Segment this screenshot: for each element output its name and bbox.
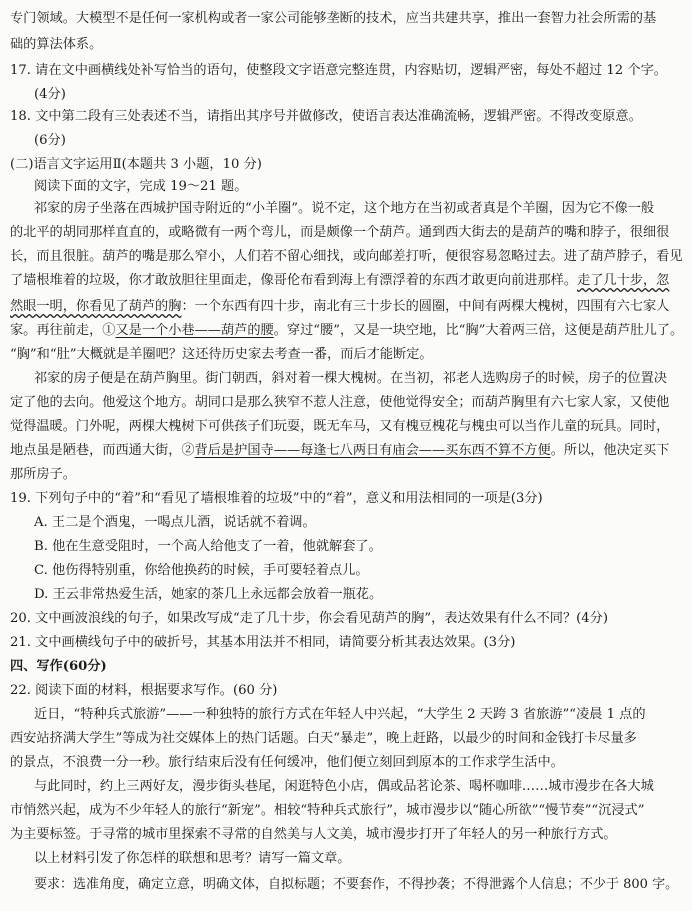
reading-instruction: 阅读下面的文字，完成 19～21 题。	[34, 179, 248, 194]
material-line: 与此同时，约上三两好友，漫步街头巷尾，闲逛特色小店，偶或品茗论茶、喝杯咖啡……城市漫步在各大城	[34, 779, 654, 794]
option-c: C. 他伤得特别重，你给他换药的时候，手可要轻着点儿。	[34, 563, 369, 578]
question-20: 20. 文中画波浪线的句子，如果改写成“走了几十步，你会看见葫芦的胸”，表达效果有什么不同？(4分)	[10, 611, 609, 626]
passage-line: 的北平的胡同那样直直的，或略微有一两个弯儿，而是颇像一个葫芦。通到西大街去的是葫芦的嘴和脖子，很细很	[10, 225, 670, 240]
passage-line: 那所房子。	[10, 467, 76, 482]
passage-line	[10, 322, 683, 340]
question-17-score: (4分)	[34, 87, 66, 102]
option-b: B. 他在生意受阻时，一个高人给他支了一着，他就解套了。	[34, 539, 382, 554]
passage-text: 了墙根堆着的垃圾，你才敢放胆往里面走，像哥伦布看到海上有漂浮着的东西才敢更向前进那样。	[10, 273, 578, 288]
question-21: 21. 文中画横线句子中的破折号，其基本用法并不相同，请简要分析其表达效果。(3分)	[10, 635, 516, 650]
passage-line	[10, 272, 669, 290]
passage-line: 觉得温暖。门外呢，两棵大槐树下可供孩子们玩耍，既无车马，又有槐豆槐花与槐虫可以当作儿童的玩具。同时，	[10, 419, 670, 434]
writing-requirements: 要求：选准角度，确定立意，明确文体，自拟标题；不要套作，不得抄袭；不得泄露个人信息；不少于 800 字。	[34, 877, 679, 892]
underlined-sentence: 又是一个小巷——葫芦的腰	[115, 323, 274, 338]
passage-line: 祁家的房子便是在葫芦胸里。街门朝西，斜对着一棵大槐树。在当初，祁老人选购房子的时候，房子的位置决	[34, 371, 667, 386]
passage-text: 家。再往前走，①	[10, 323, 116, 338]
writing-prompt: 以上材料引发了你怎样的联想和思考？请写一篇文章。	[34, 851, 351, 866]
passage-line: 定了他的去向。他爱这个地方。胡同口是那么狭窄不惹人注意，使他觉得安全；而葫芦胸里有六七家人家，又使他	[10, 395, 670, 410]
passage-line	[10, 298, 669, 316]
passage-line: “胸”和“肚”大概就是羊圈吧？这还待历史家去考查一番，而后才能断定。	[10, 347, 433, 362]
passage-line: 祁家的房子坐落在西城护国寺附近的“小羊圈”。说不定，这个地方在当初或者真是个羊圈，因为它不像一般	[34, 201, 655, 216]
wavy-underlined-sentence: 然眼一明，你看见了葫芦的胸	[10, 299, 182, 314]
question-18: 18. 文中第二段有三处表述不当，请指出其序号并做修改，使语言表达准确流畅，逻辑严密。不得改变原意。	[10, 109, 642, 124]
passage-line	[10, 442, 669, 460]
passage-line: 长，而且很脏。葫芦的嘴是那么窄小，人们若不留心细找，或向邮差打听，便很容易忽略过去。进了葫芦脖子，看见	[10, 249, 683, 264]
text-line: 专门领域。大模型不是任何一家机构或者一家公司能够垄断的技术，应当共建共享，推出一套智力社会所需的基	[10, 11, 657, 26]
passage-text: 地点虽是陋巷，而西通大街，②	[10, 443, 195, 458]
question-17: 17. 请在文中画横线处补写恰当的语句，使整段文字语意完整连贯，内容贴切，逻辑严密，每处不超过 12 个字。	[10, 63, 667, 78]
section-heading: (二)语言文字运用Ⅱ(本题共 3 小题，10 分)	[10, 157, 262, 172]
section-heading: 四、写作(60分)	[10, 659, 107, 674]
material-line: 市悄然兴起，成为不少年轻人的旅行“新宠”。相较“特种兵式旅行”，城市漫步以“随心所欲”“慢节奏”“沉浸式”	[10, 803, 645, 818]
option-a: A. 王二是个酒鬼，一喝点儿酒，说话就不着调。	[34, 515, 316, 530]
passage-text: ：一个东西有四十步，南北有三十步长的圆圈，中间有两棵大槐树，四围有六七家人	[181, 299, 670, 314]
wavy-underlined-sentence: 走了几十步，忽	[577, 273, 670, 288]
material-line: 西安站挤满大学生”等成为社交媒体上的热门话题。白天“暴走”，晚上赶路，以最少的时间和金钱打卡尽量多	[10, 731, 637, 746]
text-line: 础的算法体系。	[10, 37, 103, 52]
passage-text: 。所以，他决定买下	[550, 443, 670, 458]
question-19: 19. 下列句子中的“着”和“看见了墙根堆着的垃圾”中的“着”，意义和用法相同的一项是(3分)	[10, 491, 543, 506]
underlined-sentence: 背后是护国寺——每逢七八两日有庙会——买东西不算不方便	[194, 443, 551, 458]
question-22: 22. 阅读下面的材料，根据要求写作。(60 分)	[10, 683, 278, 698]
material-line: 的景点，不浪费一分一秒。旅行结束后没有任何缓冲，他们便立刻回到原本的工作求学生活中。	[10, 755, 564, 770]
passage-text: 。穿过“腰”，又是一块空地，比“胸”大着两三倍，这便是葫芦肚儿了。	[273, 323, 684, 338]
question-18-score: (6分)	[34, 133, 66, 148]
material-line: 近日，“特种兵式旅游”——一种独特的旅行方式在年轻人中兴起，“大学生 2 天跨 3 省旅游”“凌晨 1 点的	[34, 707, 646, 722]
option-d: D. 王云非常热爱生活，她家的茶几上永远都会放着一瓶花。	[34, 587, 383, 602]
material-line: 为主要标签。于寻常的城市里探索不寻常的自然美与人文美，城市漫步打开了年轻人的另一种旅行方式。	[10, 827, 617, 842]
